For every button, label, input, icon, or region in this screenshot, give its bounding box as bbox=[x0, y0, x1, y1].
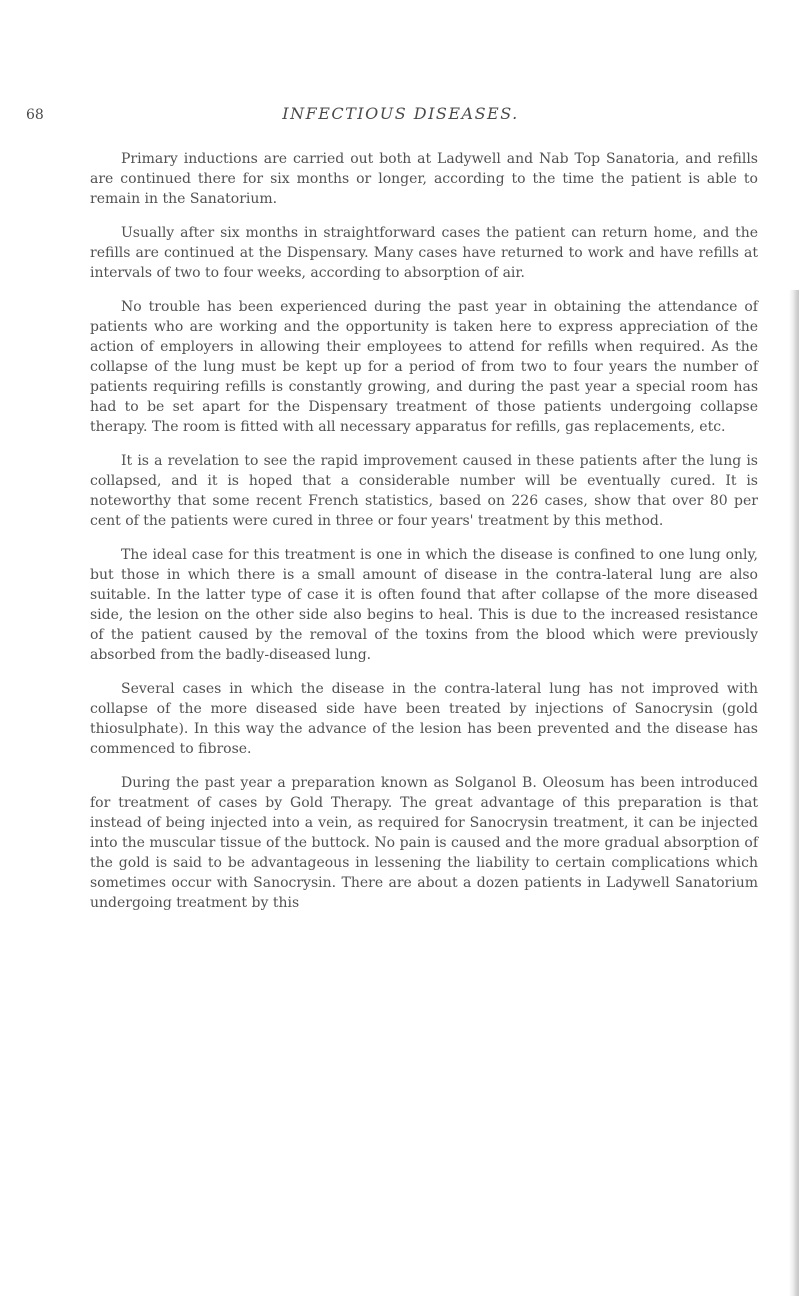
page-number: 68 bbox=[26, 107, 44, 123]
paragraph: It is a revelation to see the rapid improvement caused in these patients after the lung is collapsed, and it is hoped that a considerable number will be eventually cured. It is noteworthy that some recent French statistics, based on 226 cases, show that over 80 per cent of the patients were cured in three or four years' treatment by this method. bbox=[90, 453, 758, 529]
page-edge-shadow bbox=[789, 290, 799, 1296]
paragraph: The ideal case for this treatment is one in which the disease is confined to one lung only, but those in which there is a small amount of disease in the contra-lateral lung are also suitable. In the latter type of case it is often found that after collapse of the more diseased side, the lesion on the other side also begins to heal. This is due to the increased resistance of the patient caused by the removal of the toxins from the blood which were previously absorbed from the badly-diseased lung. bbox=[90, 547, 758, 663]
paragraph: Primary inductions are carried out both at Ladywell and Nab Top Sanatoria, and refills are continued there for six months or longer, according to the time the patient is able to remain in the Sanatorium. bbox=[90, 151, 758, 207]
body-text bbox=[90, 149, 758, 927]
running-head: INFECTIOUS DISEASES. bbox=[282, 104, 519, 123]
paragraph: No trouble has been experienced during the past year in obtaining the attendance of patients who are working and the opportunity is taken here to express appreciation of the action of employers in allowing their employees to attend for refills when required. As the collapse of the lung must be kept up for a period of from two to four years the number of patients requiring refills is constantly growing, and during the past year a special room has had to be set apart for the Dispensary treatment of those patients undergoing collapse therapy. The room is fitted with all necessary apparatus for refills, gas replacements, etc. bbox=[90, 299, 758, 435]
paragraph: Several cases in which the disease in the contra-lateral lung has not improved with collapse of the more diseased side have been treated by injections of Sanocrysin (gold thiosulphate). In this way the advance of the lesion has been prevented and the disease has commenced to fibrose. bbox=[90, 681, 758, 757]
paragraph: Usually after six months in straightforward cases the patient can return home, and the refills are continued at the Dispensary. Many cases have returned to work and have refills at intervals of two to four weeks, according to absorption of air. bbox=[90, 225, 758, 281]
page-header bbox=[0, 104, 801, 131]
paragraph: During the past year a preparation known as Solganol B. Oleosum has been introduced for treatment of cases by Gold Therapy. The great advantage of this preparation is that instead of being injected into a vein, as required for Sanocrysin treatment, it can be injected into the muscular tissue of the buttock. No pain is caused and the more gradual absorption of the gold is said to be advantageous in lessening the liability to certain complications which sometimes occur with Sanocrysin. There are about a dozen patients in Ladywell Sanatorium undergoing treatment by this bbox=[90, 775, 758, 911]
